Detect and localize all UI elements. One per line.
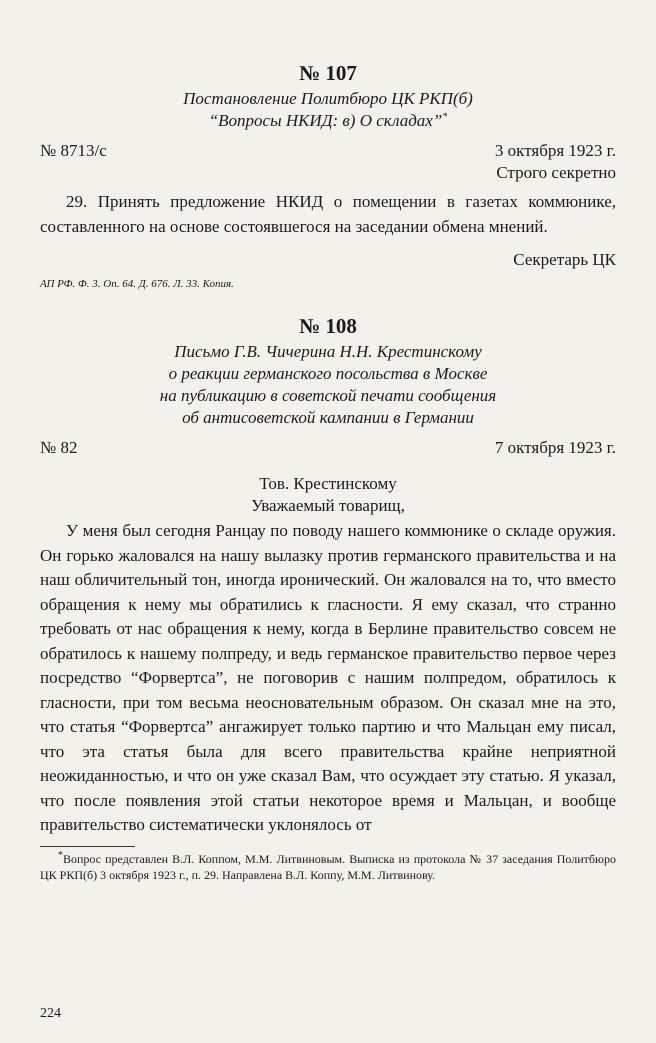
doc108-reference: № 82 [40, 438, 78, 457]
footnote-divider [40, 846, 135, 847]
document-number-107: № 107 [299, 61, 357, 85]
doc108-addressee: Тов. Крестинскому [259, 474, 397, 493]
page-content [40, 60, 616, 895]
title-107-line-1: Постановление Политбюро ЦК РКП(б) [183, 89, 473, 108]
page-number: 224 [40, 1006, 61, 1021]
title-108-line-2: о реакции германского посольства в Москве [168, 364, 488, 383]
doc108-salutation: Уважаемый товарищ, [251, 496, 405, 515]
footnote-mark: * [442, 111, 448, 123]
section-gap [40, 291, 616, 313]
title-108-line-4: об антисоветской кампании в Германии [182, 408, 474, 427]
footnote-marker: * [58, 849, 63, 861]
document-title-108 [40, 341, 616, 429]
footnote [40, 851, 616, 883]
doc107-source: АП РФ. Ф. 3. Оп. 64. Д. 676. Л. 33. Копия. [40, 278, 234, 290]
doc107-date: 3 октября 1923 г. [494, 141, 616, 160]
doc107-signature: Секретарь ЦК [513, 250, 616, 269]
doc107-meta-row [40, 140, 616, 162]
title-108-line-3: на публикацию в советской печати сообщения [159, 386, 497, 405]
document-title-107 [40, 88, 616, 132]
title-108-line-1: Письмо Г.В. Чичерина Н.Н. Крестинскому [174, 342, 482, 361]
doc107-reference: № 8713/с [40, 141, 107, 160]
doc108-date: 7 октября 1923 г. [494, 438, 616, 457]
title-107-line-2: “Вопросы НКИД: в) О складах” [208, 111, 443, 130]
footnote-text: Вопрос представлен В.Л. Коппом, М.М. Литвиновым. Выписка из протокола № 37 заседания Политбюро ЦК РКП(б) 3 октября 1923 г., п. 29. Направлена В.Л. Коппу, М.М. Литвинову. [40, 851, 616, 882]
doc108-meta-row [40, 437, 616, 459]
doc108-body: У меня был сегодня Ранцау по поводу нашего коммюнике о складе оружия. Он горько жаловался на нашу вылазку против германского правительства и на наш обличительный тон, иногда иронический. Он жаловался на то, что вместо обращения к нему мы обратились к гласности. Я ему сказал, что странно требовать от нас обращения к нему, когда в Берлине правительство совсем не обратилось к нашему полпреду, и ведь германское правительство первое через посредство “Форвертса”, не поговорив с нашим полпредом, обратилось к гласности, при том весьма неосновательным образом. Он сказал мне на это, что статья “Форвертса” ангажирует только партию и что Мальцан ему писал, что эта статья была для всего правительства крайне неприятной неожиданностью, и что он уже сказал Вам, что осуждает эту статью. Я указал, что после появления этой статьи некоторое время и Мальцан, и вообще правительство систематически уклонялось от [40, 521, 616, 834]
doc107-paragraph: 29. Принять предложение НКИД о помещении в газетах коммюнике, составленного на основе состоявшегося на заседании обмена мнений. [40, 192, 616, 236]
document-number-108: № 108 [299, 314, 357, 338]
doc107-classification: Строго секретно [496, 163, 616, 182]
